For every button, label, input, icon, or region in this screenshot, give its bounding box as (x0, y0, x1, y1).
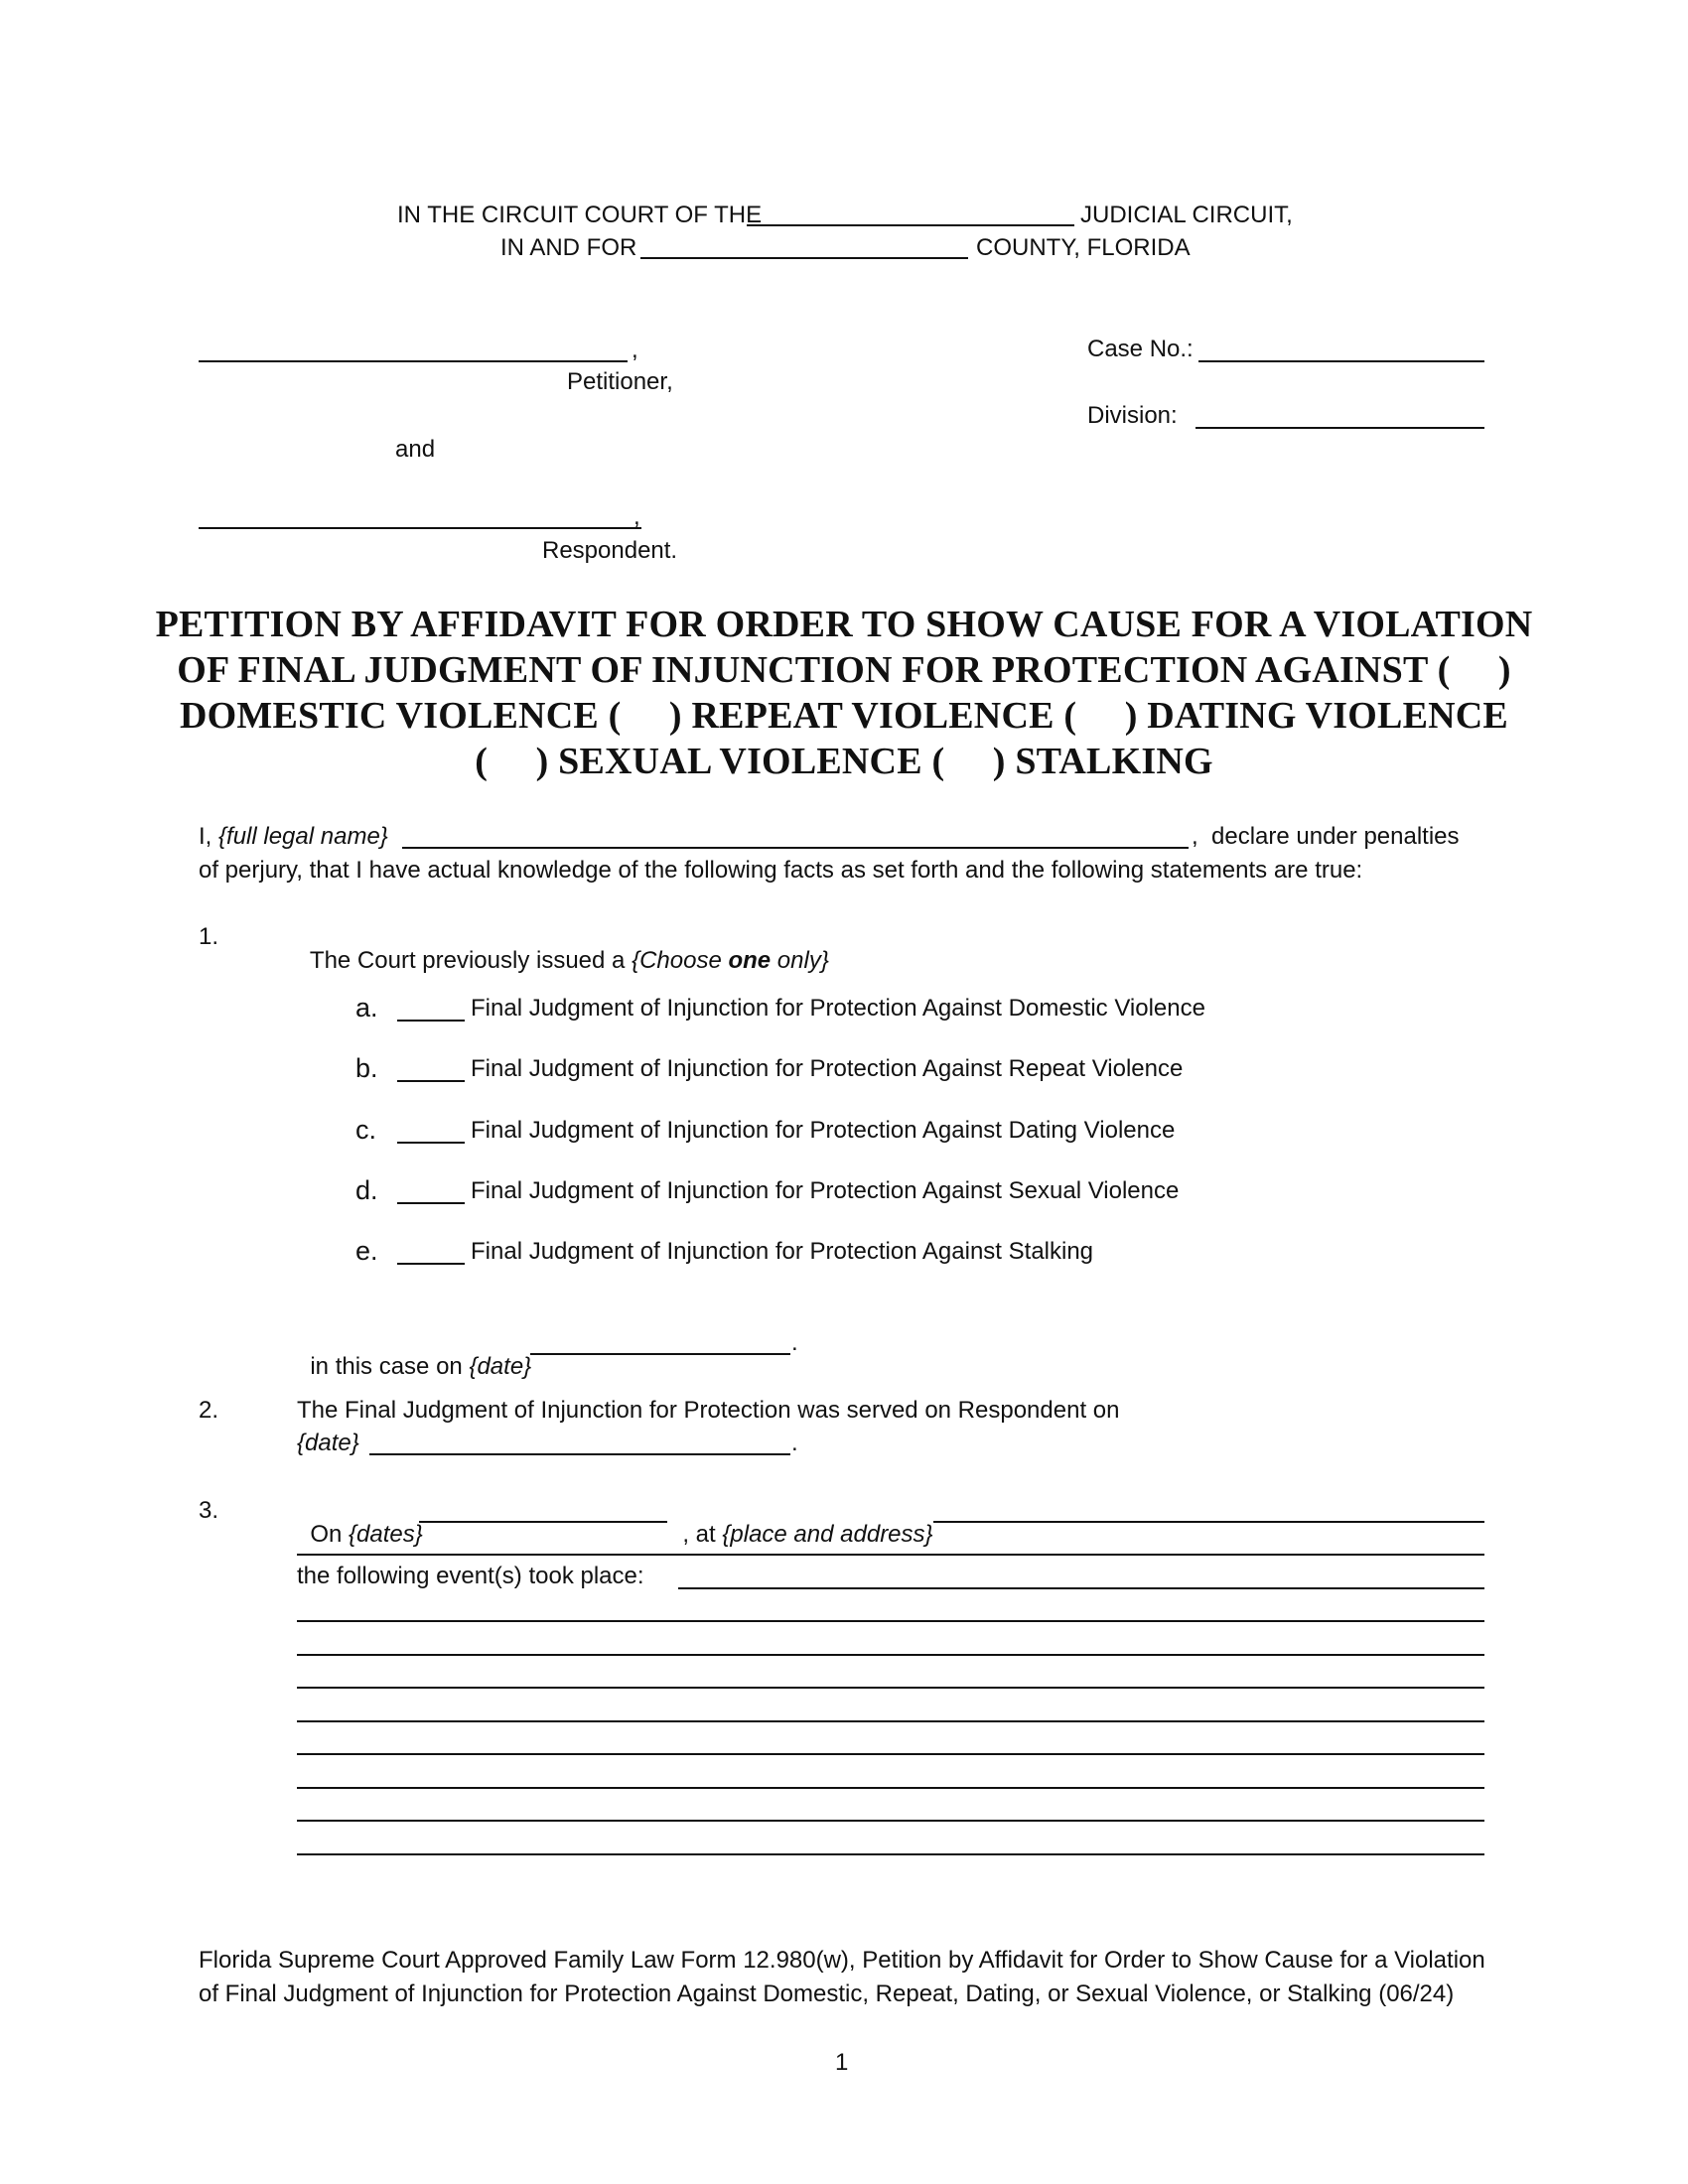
form-footer: Florida Supreme Court Approved Family Law Form 12.980(w), Petition by Affidavit for Order to Show Cause for a Violation of Final Judgment of Injunction for Protection Against Domestic, Repeat, Dating, or Sexual Violence, or Stalking (06/24) (199, 1947, 1485, 2007)
in-case-date-hint: {date} (469, 1353, 532, 1380)
intro-i: I, (199, 823, 219, 850)
events-blank-7[interactable] (297, 1787, 1484, 1789)
choose-one: one (728, 947, 772, 974)
events-blank-6[interactable] (297, 1753, 1484, 1755)
served-period: . (791, 1430, 798, 1456)
item-1-lead: The Court previously issued a (309, 947, 633, 974)
option-checkbox-blank[interactable] (397, 1020, 465, 1022)
place-address-blank-2[interactable] (297, 1554, 1484, 1556)
option-checkbox-blank[interactable] (397, 1142, 465, 1144)
division-blank[interactable] (1196, 427, 1484, 429)
option-text: Final Judgment of Injunction for Protection Against Stalking (471, 1238, 1094, 1265)
option-text: Final Judgment of Injunction for Protection Against Dating Violence (471, 1117, 1176, 1144)
in-case-on (297, 1331, 531, 1379)
item-3-number: 3. (199, 1497, 219, 1524)
option-letter: d. (355, 1175, 378, 1205)
in-case-text: in this case on (310, 1353, 470, 1380)
option-text: Final Judgment of Injunction for Protection Against Sexual Violence (471, 1177, 1180, 1204)
option-letter: e. (355, 1236, 378, 1266)
events-blank-1[interactable] (678, 1587, 1484, 1589)
item-2-number: 2. (199, 1397, 219, 1424)
case-number-label: Case No.: (1087, 336, 1194, 362)
option-letter: c. (355, 1115, 377, 1145)
option-letter: a. (355, 993, 378, 1023)
place-hint: {place and address} (722, 1521, 933, 1548)
served-date-hint: {date} (297, 1430, 359, 1456)
events-blank-8[interactable] (297, 1820, 1484, 1822)
title-row-3: DOMESTIC VIOLENCE ( ) REPEAT VIOLENCE ( ) DATING VIOLENCE (180, 695, 1508, 737)
judgment-date-blank[interactable] (530, 1353, 790, 1355)
item-1-number: 1. (199, 923, 219, 950)
title-row-2: OF FINAL JUDGMENT OF INJUNCTION FOR PROTECTION AGAINST ( ) (177, 649, 1511, 691)
item-2-text: The Final Judgment of Injunction for Protection was served on Respondent on (297, 1397, 1120, 1424)
option-checkbox-blank[interactable] (397, 1263, 465, 1265)
county-header-suffix: COUNTY, FLORIDA (976, 234, 1191, 261)
item-3-on (297, 1499, 423, 1547)
events-blank-9[interactable] (297, 1853, 1484, 1855)
intro-line-1 (199, 825, 388, 849)
respondent-name-blank[interactable] (199, 527, 641, 529)
county-blank[interactable] (640, 257, 968, 259)
petitioner-comma: , (632, 337, 638, 363)
option-text: Final Judgment of Injunction for Protection Against Repeat Violence (471, 1055, 1184, 1082)
on-text: On (310, 1521, 350, 1548)
events-blank-5[interactable] (297, 1720, 1484, 1722)
and-label: and (395, 436, 436, 463)
petitioner-label: Petitioner, (567, 368, 673, 395)
events-blank-2[interactable] (297, 1620, 1484, 1622)
judicial-circuit-blank[interactable] (747, 224, 1074, 226)
event-dates-blank[interactable] (419, 1521, 667, 1523)
option-checkbox-blank[interactable] (397, 1080, 465, 1082)
option-letter: b. (355, 1053, 378, 1083)
intro-declare: , declare under penalties (1192, 823, 1460, 850)
option-text: Final Judgment of Injunction for Protection Against Domestic Violence (471, 995, 1205, 1022)
events-blank-4[interactable] (297, 1687, 1484, 1689)
intro-line-2: of perjury, that I have actual knowledge of the following facts as set forth and the following statements are true: (199, 857, 1363, 884)
choose-pre: {Choose (632, 947, 729, 974)
option-checkbox-blank[interactable] (397, 1202, 465, 1204)
item-1-text (297, 925, 829, 973)
court-header-prefix: IN THE CIRCUIT COURT OF THE (397, 202, 763, 228)
served-date-blank[interactable] (369, 1453, 790, 1455)
title-row-4: ( ) SEXUAL VIOLENCE ( ) STALKING (475, 741, 1213, 782)
events-blank-3[interactable] (297, 1654, 1484, 1656)
at-text: , at (682, 1521, 723, 1548)
choose-post: only} (771, 947, 829, 974)
title-row-1: PETITION BY AFFIDAVIT FOR ORDER TO SHOW CAUSE FOR A VIOLATION (155, 604, 1533, 645)
petition-title (149, 602, 1539, 784)
respondent-label: Respondent. (542, 537, 678, 564)
respondent-comma: , (633, 503, 640, 530)
page-number: 1 (835, 2049, 849, 2076)
in-case-period: . (791, 1329, 798, 1356)
division-label: Division: (1087, 402, 1178, 429)
full-legal-name-blank[interactable] (402, 847, 1189, 849)
county-header-prefix: IN AND FOR (500, 234, 637, 261)
full-legal-name-hint: {full legal name} (218, 823, 388, 850)
dates-hint: {dates} (349, 1521, 423, 1548)
petitioner-name-blank[interactable] (199, 360, 628, 362)
events-label: the following event(s) took place: (297, 1563, 644, 1589)
place-address-blank[interactable] (933, 1521, 1484, 1523)
court-header-line1 (397, 204, 762, 227)
case-number-blank[interactable] (1198, 360, 1484, 362)
item-3-at (669, 1499, 933, 1547)
court-header-suffix: JUDICIAL CIRCUIT, (1080, 202, 1293, 228)
